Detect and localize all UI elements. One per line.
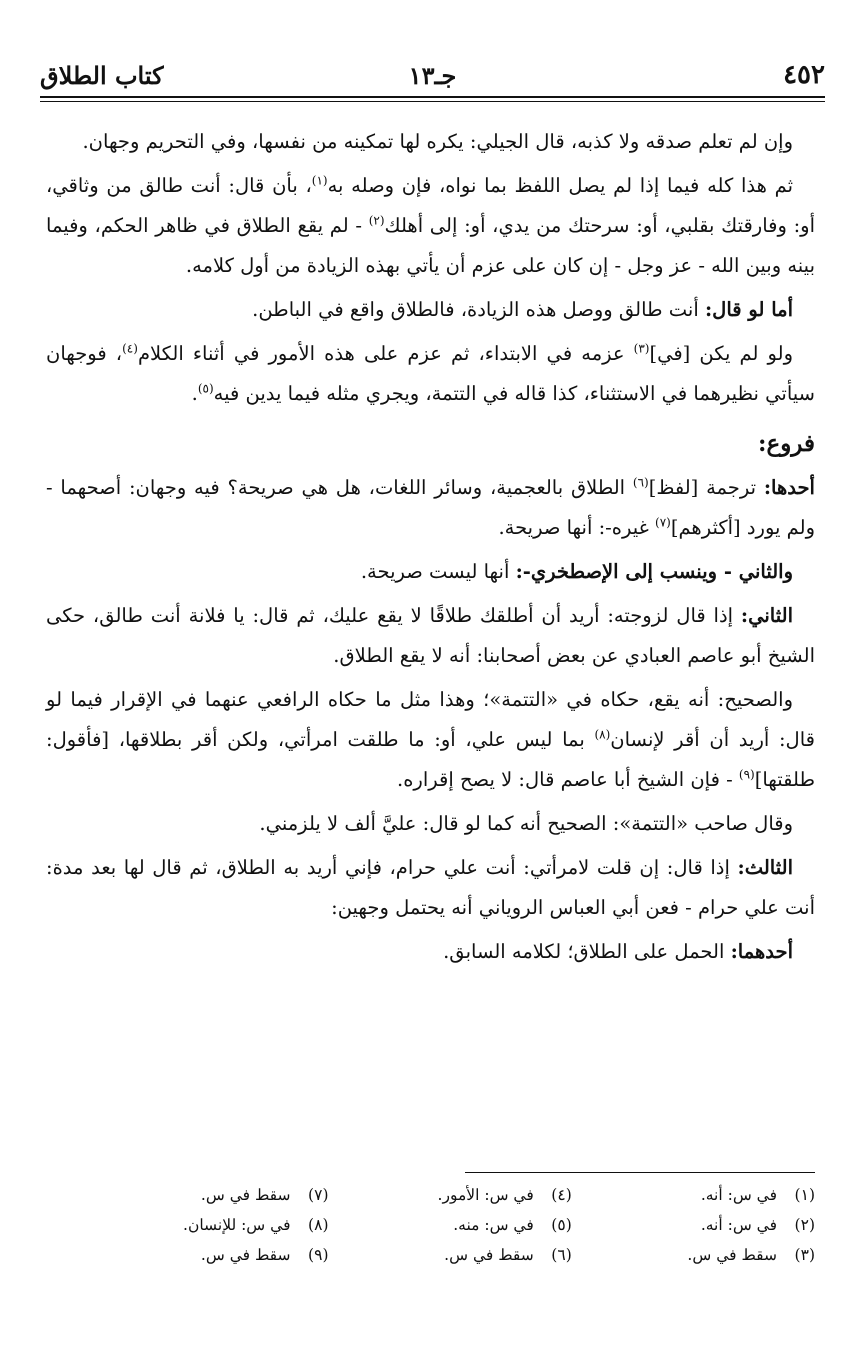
- footnote-item: (٣) سقط في س.: [687, 1246, 815, 1264]
- footnote-ref: (٤): [122, 341, 138, 356]
- footnote-item: (٤) في س: الأمور.: [437, 1186, 572, 1204]
- footnote-column: [607, 1180, 816, 1270]
- paragraph: ثم هذا كله فيما إذا لم يصل اللفظ بما نواه، فإن وصله به$^{(١)}$، بأن قال: أنت طالق من وثاقي، أو: وفارقتك بقلبي، أو: سرحتك من يدي، أو: إلى أهلك$^{(٢)}$ - لم يقع الطلاق في ظاهر الحكم، وفيما بينه وبين الله - عز وجل - إن كان على عزم أن يأتي بهذه الزيادة من أول كلامه.: [46, 173, 815, 277]
- paragraph: وقال صاحب «التتمة»: الصحيح أنه كما لو قال: عليَّ ألف لا يلزمني.: [259, 812, 793, 835]
- section-heading: فروع:: [757, 430, 815, 457]
- footnote-ref: (٣): [633, 341, 650, 356]
- paragraph: وإن لم تعلم صدقه ولا كذبه، قال الجيلي: يكره لها تمكينه من نفسها، وفي التحريم وجهان.: [82, 130, 793, 153]
- footnote-item: (١) في س: أنه.: [700, 1186, 815, 1204]
- volume-label: جـ١٣: [408, 60, 457, 90]
- header-rule-thick: [40, 96, 825, 98]
- footnote-ref: (٢): [368, 213, 385, 228]
- footnote-item: (٨) في س: للإنسان.: [183, 1216, 329, 1234]
- footnote-ref: (٦): [632, 475, 649, 490]
- footnote-ref: (٩): [738, 767, 755, 782]
- footnote-item: (٩) سقط في س.: [200, 1246, 329, 1264]
- footnote-ref: (٨): [594, 727, 611, 742]
- page-header: [40, 54, 825, 96]
- paragraph: ولو لم يكن [في]$^{(٣)}$ عزمه في الابتداء، ثم عزم على هذه الأمور في أثناء الكلام$^{(٤)}$، فوجهان سيأتي نظيرهما في الاستثناء، كذا قاله في التتمة، ويجري مثله فيما يدين فيه$^{(٥)}$.: [46, 341, 815, 405]
- footnote-ref: (٥): [197, 381, 214, 396]
- footnote-ref: (١): [311, 173, 328, 188]
- paragraph: الثاني: إذا قال لزوجته: أريد أن أطلقك طلاقًا لا يقع عليك، ثم قال: يا فلانة أنت طالق، حكى الشيخ أبو عاصم العبادي عن بعض أصحابنا: أنه لا يقع الطلاق.: [46, 604, 815, 667]
- book-title: كتاب الطلاق: [40, 60, 164, 90]
- footnote-item: (٥) في س: منه.: [453, 1216, 572, 1234]
- footnote-column: [363, 1180, 572, 1270]
- paragraph: أحدها: ترجمة [لفظ]$^{(٦)}$ الطلاق بالعجمية، وسائر اللغات، هل هي صريحة؟ فيه وجهان: أصحهما - ولم يورد [أكثرهم]$^{(٧)}$ غيره-: أنها صريحة.: [46, 475, 815, 539]
- paragraph: أما لو قال: أنت طالق ووصل هذه الزيادة، فالطلاق واقع في الباطن.: [252, 298, 793, 321]
- main-text: [46, 122, 815, 976]
- footnote-item: (٦) سقط في س.: [444, 1246, 572, 1264]
- header-rule-thin: [40, 101, 825, 102]
- paragraph: والصحيح: أنه يقع، حكاه في «التتمة»؛ وهذا مثل ما حكاه الرافعي عنهما في الإقرار فيما لو قال: أريد أن أقر لإنسان$^{(٨)}$ بما ليس علي، أو: ما طلقت امرأتي، ولكن أقر بطلاقها، [فأقول: طلقتها]$^{(٩)}$ - فإن الشيخ أبا عاصم قال: لا يصح إقراره.: [46, 688, 815, 791]
- paragraph: أحدهما: الحمل على الطلاق؛ لكلامه السابق.: [443, 940, 793, 963]
- paragraph: والثاني - وينسب إلى الإصطخري-: أنها ليست صريحة.: [360, 560, 793, 583]
- paragraph: الثالث: إذا قال: إن قلت لامرأتي: أنت علي حرام، فإني أريد به الطلاق، ثم قال لها بعد مدة: أنت علي حرام - فعن أبي العباس الروياني أنه يحتمل وجهين:: [46, 856, 815, 919]
- footnote-item: (٧) سقط في س.: [200, 1186, 329, 1204]
- footnote-column: [120, 1180, 329, 1270]
- footnote-item: (٢) في س: أنه.: [700, 1216, 815, 1234]
- page-number: ٤٥٢: [783, 60, 825, 90]
- footnote-ref: (٧): [655, 515, 671, 530]
- footnotes: [120, 1180, 815, 1270]
- footnote-separator: [465, 1172, 815, 1173]
